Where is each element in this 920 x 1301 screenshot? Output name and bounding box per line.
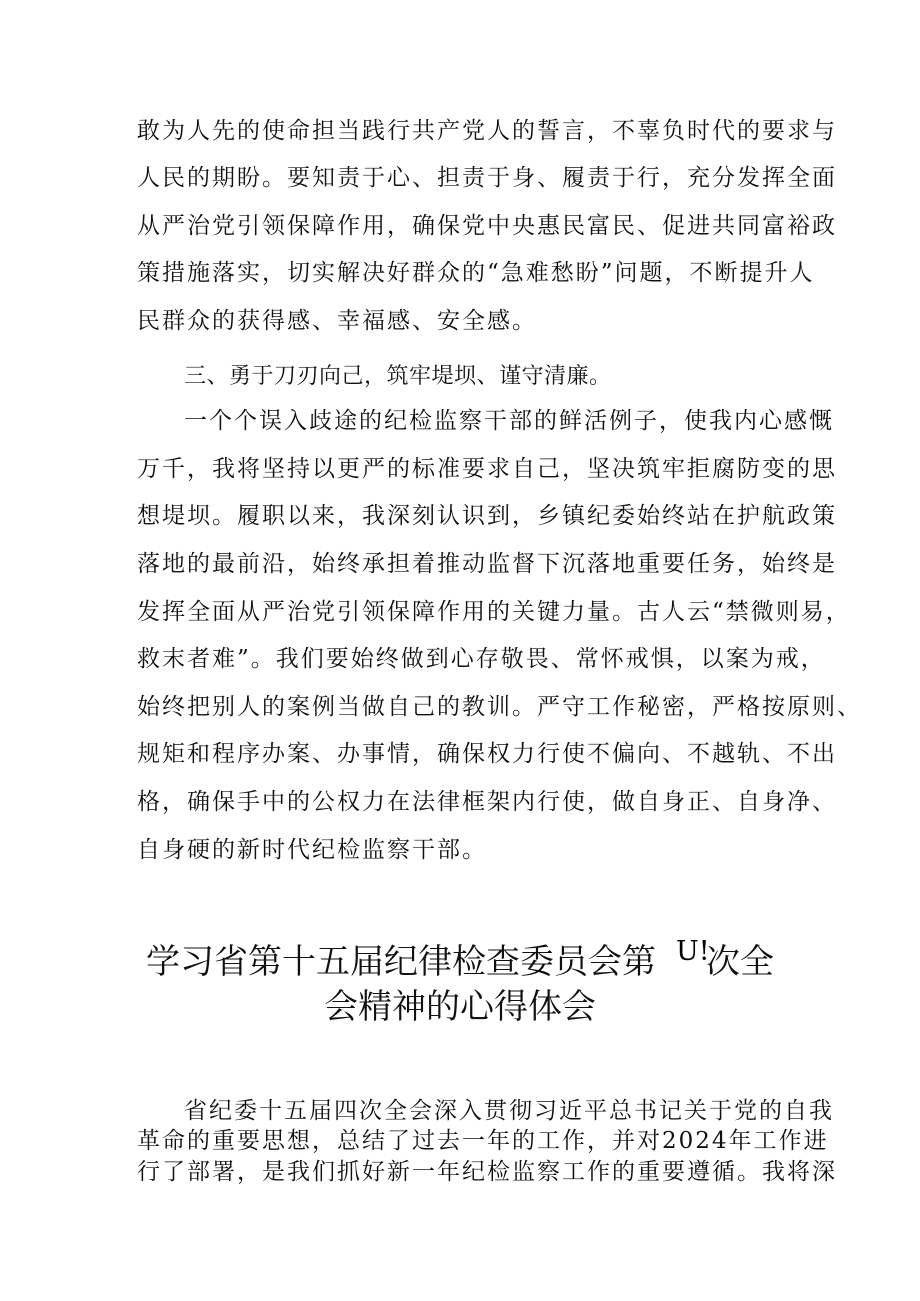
article-title-part: 次全 bbox=[706, 941, 774, 982]
text-line: 救末者难”。我们要始终做到心存敬畏、常怀戒惧，以案为戒， bbox=[137, 646, 826, 672]
text-line: 始终把别人的案例当做自己的教训。严守工作秘密，严格按原则、 bbox=[137, 694, 862, 720]
glitch-character: U! bbox=[676, 935, 710, 967]
text-line: 落地的最前沿，始终承担着推动监督下沉落地重要任务，始终是 bbox=[137, 551, 837, 577]
text-line: 策措施落实，切实解决好群众的“急难愁盼”问题，不断提升人 bbox=[137, 260, 815, 286]
article-title-line2: 会精神的心得体会 bbox=[324, 987, 596, 1027]
text-line: 从严治党引领保障作用，确保党中央惠民富民、促进共同富裕政 bbox=[137, 213, 837, 239]
text-line: 民群众的获得感、幸福感、安全感。 bbox=[137, 308, 537, 334]
section-heading: 三、勇于刀刃向己，筑牢堤坝、谨守清廉。 bbox=[184, 364, 612, 389]
text-line: 省纪委十五届四次全会深入贯彻习近平总书记关于党的自我 bbox=[184, 1098, 834, 1124]
text-line: 格，确保手中的公权力在法律框架内行使，做自身正、自身净、 bbox=[137, 789, 837, 815]
text-line: 规矩和程序办案、办事情，确保权力行使不偏向、不越轨、不出 bbox=[137, 741, 837, 767]
text-line: 革命的重要思想，总结了过去一年的工作，并对2024年工作进 bbox=[137, 1128, 829, 1154]
text-line: 人民的期盼。要知责于心、担责于身、履责于行，充分发挥全面 bbox=[137, 165, 837, 191]
text-line: 敢为人先的使命担当践行共产党人的誓言，不辜负时代的要求与 bbox=[137, 118, 837, 144]
article-title-line1 bbox=[0, 935, 920, 984]
article-title-part: 学习省第十五届纪律检查委员会第 bbox=[146, 941, 656, 982]
text-line: 一个个误入歧途的纪检监察干部的鲜活例子，使我内心感慨 bbox=[184, 408, 834, 434]
text-line: 行了部署，是我们抓好新一年纪检监察工作的重要遵循。我将深 bbox=[137, 1159, 837, 1185]
text-line: 万千，我将坚持以更严的标准要求自己，坚决筑牢拒腐防变的思 bbox=[137, 456, 837, 482]
text-line: 自身硬的新时代纪检监察干部。 bbox=[137, 837, 487, 863]
text-line: 发挥全面从严治党引领保障作用的关键力量。古人云“禁微则易， bbox=[137, 599, 851, 625]
text-line: 想堤坝。履职以来，我深刻认识到，乡镇纪委始终站在护航政策 bbox=[137, 503, 837, 529]
